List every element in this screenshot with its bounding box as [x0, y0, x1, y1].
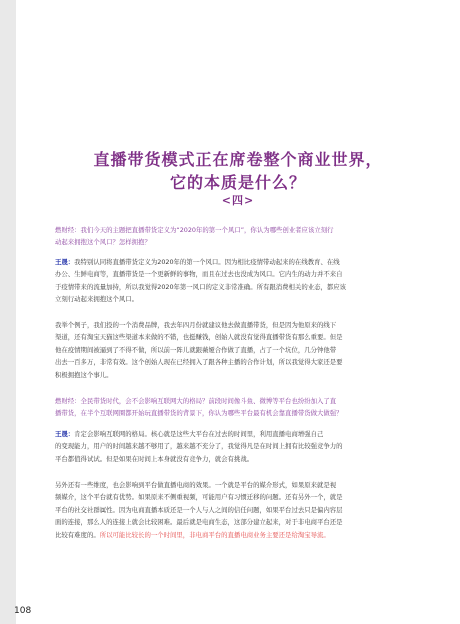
text-line: 他在疫情期间被逼到了不得不做，所以前一阵儿就跟薇娅合作做了直播，占了一个坑位，几分钟他带 — [55, 345, 337, 354]
text-line: 渠道，还有淘宝天猫这些渠道本来做的不错，也挺赚钱，创始人就没有觉得直播带货有那么重要。但是 — [55, 333, 343, 342]
text-line: 立刻行动起来拥抱这个风口。 — [55, 295, 139, 304]
question-paragraph-2 — [55, 395, 427, 420]
answer-paragraph-4 — [55, 479, 427, 541]
text-segment: 我特别认同将直播带货定义为2020年的第一个风口。因为相比疫情带动起来的在线教育、在线 — [74, 258, 340, 266]
answer-paragraph-3 — [55, 428, 427, 465]
page-title-line-1: 直播带货模式正在席卷整个商业世界， — [93, 150, 383, 169]
speaker-name: 王晟： — [55, 430, 75, 438]
text-line: 于疫情带来的流量加持，所以我觉得2020年第一风口的定义非常准确。所有跟消费相关的业态，都应该 — [55, 282, 347, 291]
text-line: 另外还有一些维度，也会影响到平台做直播电商的效果。一个就是平台的媒介形式，如果原来就是视 — [55, 481, 337, 489]
text-line: 频媒介，这个平台就有优势。如果原来不侧重视频，可能用户有习惯迁移的问题。还有另外一个，就是 — [55, 493, 343, 502]
text-line: 燃财经：全民带货时代，会不会影响互联网大的格局？前段时间像斗鱼、微博等平台也纷纷加入了直 — [55, 397, 337, 405]
text-segment: 比较有难度的。 — [55, 530, 100, 539]
text-line: 动起来拥抱这个风口？怎样拥抱？ — [55, 238, 151, 247]
page-title-part-number: <四> — [221, 194, 255, 207]
text-line — [55, 256, 427, 268]
text-line: 的变现能力，用户的时间越来越不够用了，越来越不充分了，我觉得凡是在时间上拥有比较强竞争力的 — [55, 442, 343, 451]
text-line: 出去一百多万，非常有效。这个创始人现在已经拥入了跟各种主播的合作计划，所以我觉得大家还是要 — [55, 358, 343, 367]
text-line: 播带货，在半个互联网圈都开始玩直播带货的背景下，你认为哪些平台最有机会靠直播带货做大做强？ — [55, 409, 343, 418]
document-page — [16, 0, 460, 624]
text-segment: 肯定会影响互联网的格局。核心就是这些大平台在过去的时间里，利用直播电商增强自己 — [74, 430, 324, 438]
text-line: 平台都值得试试。但是如果在时间上本身就没有竞争力，就会有挑战。 — [55, 454, 254, 463]
question-paragraph-1 — [55, 224, 427, 249]
text-line: 办公、生鲜电商等，直播带货是一个更新鲜的事物，而且在过去也没成为风口。它内生的动力并不来自 — [55, 270, 343, 279]
text-line — [55, 529, 427, 541]
text-line: 燃财经：我们今天的主题把直播带货定义为“2020年的第一个风口”，你认为哪些创业者应该立刻行 — [55, 226, 334, 234]
page-number: 108 — [14, 606, 32, 616]
speaker-name: 王晟： — [55, 258, 75, 266]
text-line: 我举个例子，我们投的一个消费品牌，我去年四月份就建议他去做直播带货，但是因为他原来的线下 — [55, 321, 337, 329]
text-line: 面的连接，那么人的连接上就会比较困难。最后就是电商生态，这部分建立起来，对于非电商平台还是 — [55, 518, 343, 527]
page-title-line-2: 它的本质是什么？ — [169, 173, 306, 192]
answer-paragraph-1 — [55, 256, 427, 306]
text-line: 积极拥抱这个事儿。 — [55, 370, 113, 379]
answer-paragraph-2 — [55, 319, 427, 381]
text-line: 平台的社交社群属性。因为电商直播本质还是一个人与人之间的信任问题，如果平台过去只是偏内容层 — [55, 505, 343, 514]
text-line — [55, 428, 427, 440]
highlighted-sentence: 所以可能比较长的一个时间里，非电商平台的直播电商业务主要还是给淘宝导流。 — [99, 530, 330, 539]
